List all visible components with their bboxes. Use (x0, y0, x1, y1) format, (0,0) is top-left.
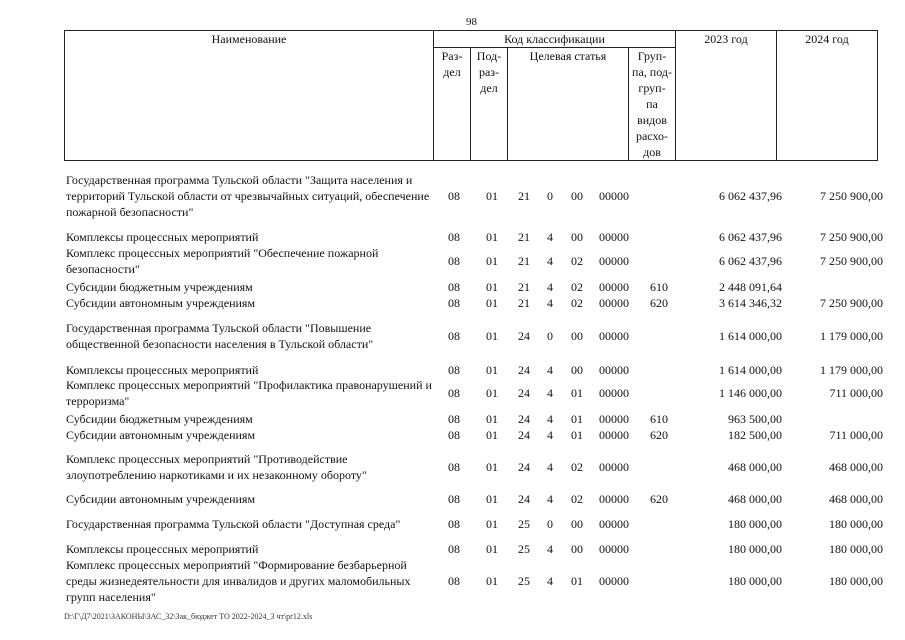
cell-razdel: 08 (448, 412, 460, 426)
page-number: 98 (466, 16, 477, 28)
cell-name: Субсидии бюджетным учреждениям (66, 280, 253, 294)
cell-target-type: 4 (547, 296, 553, 310)
cell-target-program: 25 (518, 542, 530, 556)
cell-target-direction: 00000 (599, 329, 629, 343)
table-row (0, 557, 905, 605)
cell-expense-group: 610 (650, 280, 668, 294)
cell-name: Комплекс процессных мероприятий "Обеспечение пожарной безопасности" (66, 246, 379, 276)
col-name-header: Наименование (65, 31, 434, 161)
cell-target-program: 24 (518, 460, 530, 474)
table-row (0, 279, 905, 295)
table-row (0, 377, 905, 409)
cell-target-direction: 00000 (599, 412, 629, 426)
cell-target-event: 02 (571, 296, 583, 310)
cell-2023: 180 000,00 (728, 517, 782, 531)
table-row (0, 362, 905, 378)
cell-2023: 468 000,00 (728, 460, 782, 474)
col-code-header: Код классификации (434, 31, 676, 48)
cell-2023: 182 500,00 (728, 428, 782, 442)
cell-2023: 180 000,00 (728, 574, 782, 588)
cell-target-direction: 00000 (599, 296, 629, 310)
table-row (0, 427, 905, 443)
cell-target-direction: 00000 (599, 460, 629, 474)
col-2024-header: 2024 год (777, 31, 878, 161)
cell-name: Комплексы процессных мероприятий (66, 542, 259, 556)
cell-target-direction: 00000 (599, 428, 629, 442)
cell-2024: 7 250 900,00 (820, 189, 883, 203)
cell-target-event: 00 (571, 542, 583, 556)
cell-razdel: 08 (448, 386, 460, 400)
cell-target-event: 02 (571, 460, 583, 474)
cell-2024: 180 000,00 (829, 517, 883, 531)
cell-target-type: 4 (547, 542, 553, 556)
col-podrazdel-header: Под- раз- дел (471, 48, 508, 161)
cell-target-program: 24 (518, 412, 530, 426)
table-row (0, 229, 905, 245)
table-row (0, 245, 905, 277)
cell-name: Комплексы процессных мероприятий (66, 363, 259, 377)
cell-2023: 2 448 091,64 (719, 280, 782, 294)
table-row (0, 541, 905, 557)
cell-target-direction: 00000 (599, 363, 629, 377)
cell-target-event: 01 (571, 428, 583, 442)
cell-target-type: 4 (547, 230, 553, 244)
cell-2024: 180 000,00 (829, 542, 883, 556)
cell-target-direction: 00000 (599, 574, 629, 588)
table-row (0, 320, 905, 352)
cell-razdel: 08 (448, 296, 460, 310)
cell-target-direction: 00000 (599, 230, 629, 244)
cell-2023: 1 614 000,00 (719, 363, 782, 377)
table-row (0, 451, 905, 483)
cell-2023: 963 500,00 (728, 412, 782, 426)
cell-name: Государственная программа Тульской области "Доступная среда" (66, 517, 401, 531)
cell-target-program: 21 (518, 230, 530, 244)
cell-2024: 1 179 000,00 (820, 363, 883, 377)
cell-target-program: 21 (518, 280, 530, 294)
cell-name: Комплекс процессных мероприятий "Противодействие злоупотреблению наркотиками и их незаконному обороту" (66, 452, 367, 482)
cell-target-event: 01 (571, 386, 583, 400)
cell-podrazdel: 01 (486, 363, 498, 377)
cell-target-program: 24 (518, 386, 530, 400)
col-razdel-header: Раз- дел (434, 48, 471, 161)
cell-podrazdel: 01 (486, 230, 498, 244)
cell-2023: 180 000,00 (728, 542, 782, 556)
cell-2023: 1 146 000,00 (719, 386, 782, 400)
file-path-footer: D:\Г\Д7\2021\ЗАКОНЫ\ЗАС_32\Зак_бюджет ТО 2022-2024_3 чт\pr12.xls (64, 612, 313, 621)
cell-target-event: 00 (571, 517, 583, 531)
cell-target-direction: 00000 (599, 254, 629, 268)
cell-razdel: 08 (448, 363, 460, 377)
cell-target-direction: 00000 (599, 542, 629, 556)
cell-target-program: 24 (518, 492, 530, 506)
cell-razdel: 08 (448, 189, 460, 203)
cell-target-event: 00 (571, 363, 583, 377)
cell-target-type: 4 (547, 254, 553, 268)
cell-expense-group: 620 (650, 492, 668, 506)
cell-target-program: 25 (518, 574, 530, 588)
cell-target-event: 00 (571, 230, 583, 244)
cell-2024: 468 000,00 (829, 492, 883, 506)
cell-target-program: 21 (518, 296, 530, 310)
cell-2023: 6 062 437,96 (719, 189, 782, 203)
cell-target-direction: 00000 (599, 189, 629, 203)
cell-2024: 711 000,00 (829, 428, 883, 442)
cell-target-direction: 00000 (599, 386, 629, 400)
cell-2024: 7 250 900,00 (820, 254, 883, 268)
cell-razdel: 08 (448, 517, 460, 531)
cell-target-type: 0 (547, 329, 553, 343)
cell-podrazdel: 01 (486, 254, 498, 268)
cell-razdel: 08 (448, 254, 460, 268)
cell-podrazdel: 01 (486, 517, 498, 531)
cell-2024: 468 000,00 (829, 460, 883, 474)
cell-target-type: 4 (547, 412, 553, 426)
cell-target-type: 4 (547, 363, 553, 377)
cell-2023: 3 614 346,32 (719, 296, 782, 310)
cell-target-type: 0 (547, 189, 553, 203)
cell-name: Субсидии автономным учреждениям (66, 296, 256, 310)
cell-podrazdel: 01 (486, 412, 498, 426)
cell-podrazdel: 01 (486, 428, 498, 442)
cell-razdel: 08 (448, 329, 460, 343)
cell-target-event: 02 (571, 254, 583, 268)
cell-name: Комплекс процессных мероприятий "Профилактика правонарушений и терроризма" (66, 378, 432, 408)
cell-podrazdel: 01 (486, 492, 498, 506)
cell-2023: 6 062 437,96 (719, 230, 782, 244)
cell-target-direction: 00000 (599, 492, 629, 506)
cell-razdel: 08 (448, 574, 460, 588)
cell-target-event: 00 (571, 329, 583, 343)
cell-name: Субсидии автономным учреждениям (66, 428, 256, 442)
cell-target-event: 01 (571, 574, 583, 588)
cell-podrazdel: 01 (486, 280, 498, 294)
cell-2023: 468 000,00 (728, 492, 782, 506)
cell-target-program: 25 (518, 517, 530, 531)
cell-name: Государственная программа Тульской области "Защита населения и территорий Тульской области от чрезвычайных ситуаций, обеспечение пожарной безопасности" (66, 173, 430, 219)
cell-target-program: 24 (518, 428, 530, 442)
cell-name: Государственная программа Тульской области "Повышение общественной безопасности населения в Тульской области" (66, 321, 374, 351)
cell-podrazdel: 01 (486, 460, 498, 474)
col-target-header: Целевая статья (508, 48, 629, 161)
cell-razdel: 08 (448, 428, 460, 442)
cell-expense-group: 610 (650, 412, 668, 426)
cell-razdel: 08 (448, 230, 460, 244)
cell-target-direction: 00000 (599, 517, 629, 531)
cell-target-type: 4 (547, 280, 553, 294)
cell-2024: 180 000,00 (829, 574, 883, 588)
cell-target-direction: 00000 (599, 280, 629, 294)
cell-target-type: 4 (547, 460, 553, 474)
cell-podrazdel: 01 (486, 189, 498, 203)
cell-target-event: 02 (571, 492, 583, 506)
cell-podrazdel: 01 (486, 542, 498, 556)
table-row (0, 491, 905, 507)
cell-razdel: 08 (448, 280, 460, 294)
cell-target-type: 4 (547, 386, 553, 400)
cell-name: Комплекс процессных мероприятий "Формирование безбарьерной среды жизнедеятельности для инвалидов и других маломобильных групп населения" (66, 558, 411, 604)
cell-razdel: 08 (448, 542, 460, 556)
cell-target-event: 01 (571, 412, 583, 426)
cell-target-program: 24 (518, 329, 530, 343)
cell-2024: 711 000,00 (829, 386, 883, 400)
cell-target-program: 24 (518, 363, 530, 377)
table-row (0, 295, 905, 311)
table-row (0, 411, 905, 427)
cell-2024: 7 250 900,00 (820, 296, 883, 310)
cell-target-event: 00 (571, 189, 583, 203)
cell-razdel: 08 (448, 492, 460, 506)
cell-target-event: 02 (571, 280, 583, 294)
table-row (0, 172, 905, 220)
col-2023-header: 2023 год (676, 31, 777, 161)
cell-podrazdel: 01 (486, 329, 498, 343)
cell-target-type: 4 (547, 492, 553, 506)
cell-target-program: 21 (518, 254, 530, 268)
cell-razdel: 08 (448, 460, 460, 474)
cell-2023: 1 614 000,00 (719, 329, 782, 343)
cell-target-program: 21 (518, 189, 530, 203)
cell-podrazdel: 01 (486, 574, 498, 588)
cell-2024: 1 179 000,00 (820, 329, 883, 343)
cell-target-type: 0 (547, 517, 553, 531)
col-group-header: Груп- па, под- груп- па видов расхо- дов (629, 48, 676, 161)
cell-podrazdel: 01 (486, 296, 498, 310)
cell-name: Комплексы процессных мероприятий (66, 230, 259, 244)
cell-target-type: 4 (547, 428, 553, 442)
table-row (0, 516, 905, 532)
cell-podrazdel: 01 (486, 386, 498, 400)
cell-name: Субсидии автономным учреждениям (66, 492, 256, 506)
cell-expense-group: 620 (650, 296, 668, 310)
cell-target-type: 4 (547, 574, 553, 588)
cell-2024: 7 250 900,00 (820, 230, 883, 244)
cell-name: Субсидии бюджетным учреждениям (66, 412, 253, 426)
cell-2023: 6 062 437,96 (719, 254, 782, 268)
cell-expense-group: 620 (650, 428, 668, 442)
